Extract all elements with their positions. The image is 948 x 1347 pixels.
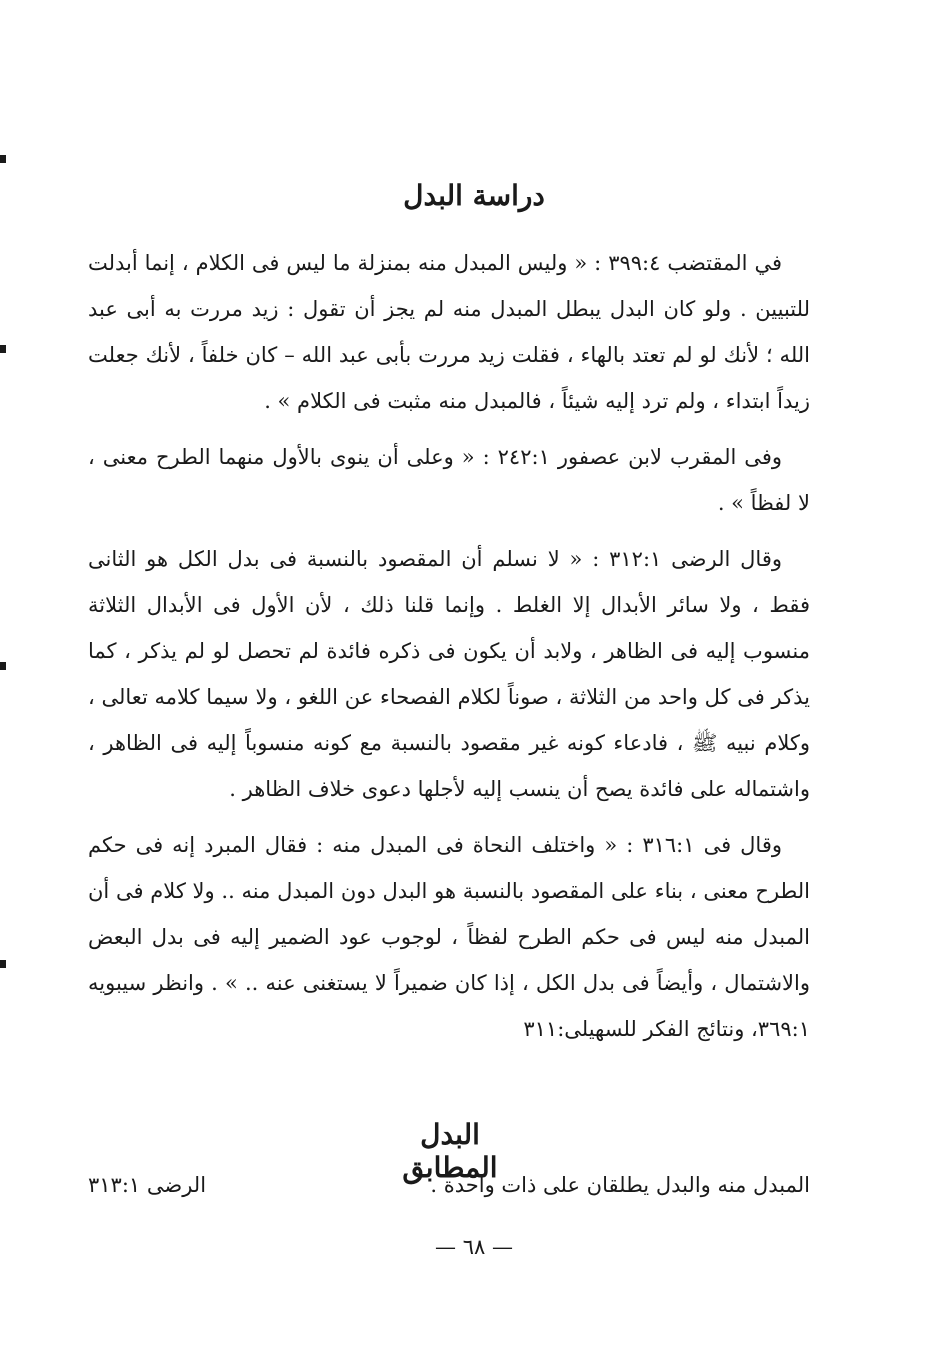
- rule-text: المبدل منه والبدل يطلقان على ذات واحدة .: [430, 1173, 810, 1197]
- rule-source: الرضى ٣١٣:١: [88, 1173, 207, 1197]
- section-title: البدل المطابق: [402, 1118, 498, 1185]
- paragraph-radi: وقال الرضى ٣١٢:١ : « لا نسلم أن المقصود بالنسبة فى بدل الكل هو الثانى فقط ، ولا سائر الأبدال إلا الغلط . وإنما قلنا ذلك ، لأن الأول فى الأبدال الثلاثة منسوب إليه فى الظاهر ، ولابد أن يكون فى ذكره فائدة لم تحصل لو لم يذكر ، كما يذكر فى كل واحد من الثلاثة ، صوناً لكلام الفصحاء عن اللغو ، ولا سيما كلامه تعالى ، وكلام نبيه ﷺ ، فادعاء كونه غير مقصود بالنسبة مع كونه منسوباً إليه فى الظاهر ، واشتماله على فائدة يصح أن ينسب إليه لأجلها دعوى خلاف الظاهر .: [88, 547, 810, 801]
- scan-edge-mark: [0, 345, 6, 353]
- page-number: — ٦٨ —: [435, 1235, 513, 1259]
- scan-edge-mark: [0, 662, 6, 670]
- paragraph-muqarrab: وفى المقرب لابن عصفور ٢٤٢:١ : « وعلى أن ينوى بالأول منهما الطرح معنى ، لا لفظاً » .: [88, 445, 810, 515]
- paragraph-muqtadab: في المقتضب ٣٩٩:٤ : « وليس المبدل منه بمنزلة ما ليس فى الكلام ، إنما أبدلت للتبيين . ولو كان البدل يبطل المبدل منه لم يجز أن تقول : زيد مررت به أبى عبد الله ؛ لأنك لو لم تعتد بالهاء ، فقلت زيد مررت بأبى عبد الله – كان خلفاً ، لأنك جعلت زيداً ابتداء ، ولم ترد إليه شيئاً ، فالمبدل منه مثبت فى الكلام » .: [88, 251, 810, 413]
- page-title: دراسة البدل: [403, 178, 545, 212]
- scan-edge-mark: [0, 960, 6, 968]
- paragraph-radi-second: وقال فى ٣١٦:١ : « واختلف النحاة فى المبدل منه : فقال المبرد إنه فى حكم الطرح معنى ، بناء على المقصود بالنسبة هو البدل دون المبدل منه .. ولا كلام فى أن المبدل منه ليس فى حكم الطرح لفظاً ، لوجوب عود الضمير إليه فى بدل البعض والاشتمال ، وأيضاً فى بدل الكل ، إذا كان ضميراً لا يستغنى عنه .. » . وانظر سيبويه ٣٦٩:١، ونتائج الفكر للسهيلى:٣١١: [88, 833, 810, 1041]
- body-text: [88, 240, 810, 1052]
- rule-row: [88, 1165, 810, 1205]
- scan-edge-mark: [0, 155, 6, 163]
